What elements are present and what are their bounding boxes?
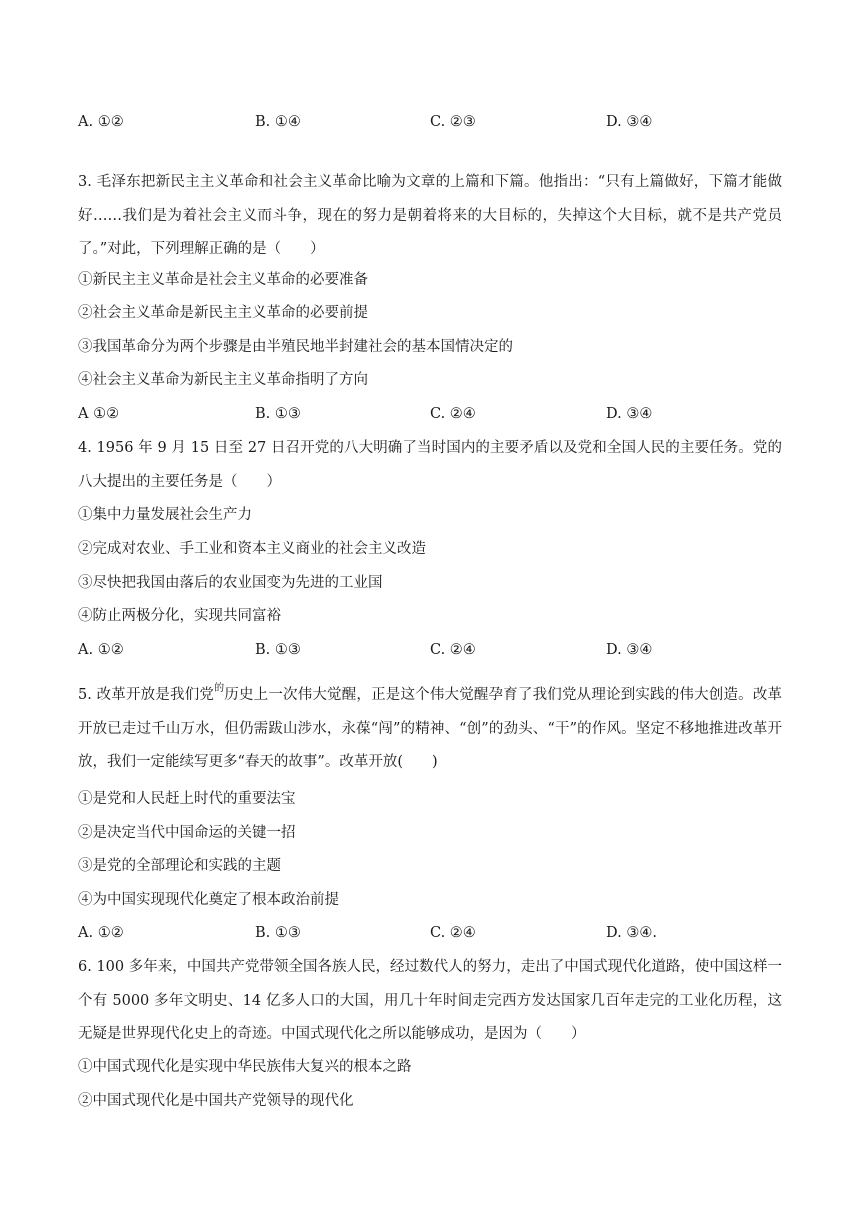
q3-options — [78, 404, 788, 424]
q4-item-2: ②完成对农业、手工业和资本主义商业的社会主义改造 — [78, 541, 426, 557]
q4-item-1: ①集中力量发展社会生产力 — [78, 507, 252, 523]
q5-option-d: D. ③④. — [606, 925, 657, 941]
q2-option-c: C. ②③ — [430, 114, 476, 130]
q5-stem-part-2: 历史上一次伟大觉醒，正是这个伟大觉醒孕育了我们党从理论到实践的伟大创造。改革开放已走过千山万水，但仍需跋山涉水，永葆“闯”的精神、“创”的劲头、“干”的作风。坚定不移地推进改革开放，我们一定能续写更多“春天的故事”。改革开放( ) — [78, 687, 783, 770]
q2-option-d: D. ③④ — [606, 114, 653, 130]
q5-options — [78, 923, 788, 943]
q2-options — [78, 112, 788, 132]
q4-option-a: A. ①② — [78, 642, 124, 658]
q5-option-b: B. ①③ — [255, 925, 301, 941]
q3-item-3: ③我国革命分为两个步骤是由半殖民地半封建社会的基本国情决定的 — [78, 339, 513, 355]
q4-item-4: ④防止两极分化，实现共同富裕 — [78, 608, 281, 624]
q3-stem: 3. 毛泽东把新民主主义革命和社会主义革命比喻为文章的上篇和下篇。他指出：“只有上篇做好，下篇才能做好……我们是为着社会主义而斗争，现在的努力是朝着将来的大目标的，失掉这个大目标，就不是共产党员了。”对此，下列理解正确的是（ ） — [78, 174, 782, 257]
q3-item-2: ②社会主义革命是新民主主义革命的必要前提 — [78, 305, 368, 321]
q2-option-b: B. ①④ — [255, 114, 301, 130]
q5-option-a: A. ①② — [78, 925, 124, 941]
q5-item-2: ②是决定当代中国命运的关键一招 — [78, 825, 296, 841]
q4-stem: 4. 1956 年 9 月 15 日至 27 日召开党的八大明确了当时国内的主要矛盾以及党和全国人民的主要任务。党的八大提出的主要任务是（ ） — [78, 440, 782, 490]
q4-option-b: B. ①③ — [255, 642, 301, 658]
q3-option-c: C. ②④ — [430, 406, 476, 422]
q6-stem: 6. 100 多年来，中国共产党带领全国各族人民，经过数代人的努力，走出了中国式现代化道路，使中国这样一个有 5000 多年文明史、14 亿多人口的大国，用几十年时间走完西方发达国家几百年走完的工业化历程，这无疑是世界现代化史上的奇迹。中国式现代化之所以能够成功，是因为（ ） — [78, 959, 782, 1042]
q3-item-4: ④社会主义革命为新民主主义革命指明了方向 — [78, 372, 368, 388]
q4-option-c: C. ②④ — [430, 642, 476, 658]
q4-option-d: D. ③④ — [606, 642, 653, 658]
q6-item-2: ②中国式现代化是中国共产党领导的现代化 — [78, 1093, 354, 1109]
q5-stem-part-1: 5. 改革开放是我们党 — [78, 687, 215, 703]
q3-option-a: A ①② — [78, 406, 120, 422]
q3-option-d: D. ③④ — [606, 406, 653, 422]
q6-item-1: ①中国式现代化是实现中华民族伟大复兴的根本之路 — [78, 1059, 412, 1075]
q3-item-1: ①新民主主义革命是社会主义革命的必要准备 — [78, 272, 368, 288]
q4-options — [78, 640, 788, 660]
q5-stem — [78, 672, 782, 780]
q5-item-4: ④为中国实现现代化奠定了根本政治前提 — [78, 892, 339, 908]
q2-option-a: A. ①② — [78, 114, 124, 130]
q3-option-b: B. ①③ — [255, 406, 301, 422]
q5-item-1: ①是党和人民赶上时代的重要法宝 — [78, 791, 296, 807]
q5-option-c: C. ②④ — [430, 925, 476, 941]
q5-item-3: ③是党的全部理论和实践的主题 — [78, 858, 281, 874]
q4-item-3: ③尽快把我国由落后的农业国变为先进的工业国 — [78, 575, 383, 591]
q5-stem-small-char: 的 — [214, 683, 225, 694]
